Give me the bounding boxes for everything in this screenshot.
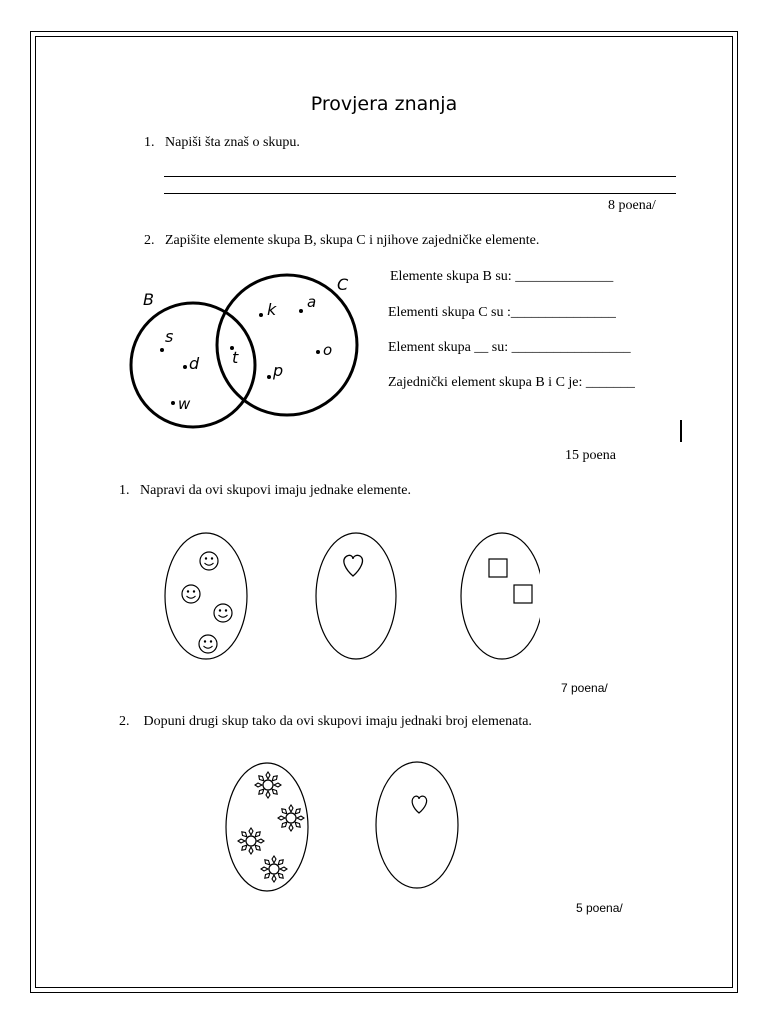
sun-icon: [278, 805, 304, 831]
question-text: Napravi da ovi skupovi imaju jednake elemente.: [140, 483, 411, 498]
smiley-icon: [214, 604, 232, 622]
set-ellipse-squares: [461, 533, 540, 659]
square-icon: [514, 585, 532, 603]
question-number: 2.: [119, 714, 130, 729]
fill-in-line-common[interactable]: Zajednički element skupa B i C je: _______: [388, 375, 635, 390]
smiley-icon: [200, 552, 218, 570]
sets-row-equal-elements: [160, 530, 540, 665]
venn-element: t: [232, 348, 239, 367]
fill-in-line-c[interactable]: Elementi skupa C su :_______________: [388, 305, 616, 320]
question-2: [144, 233, 539, 249]
sun-icon: [261, 856, 287, 882]
set-ellipse-heart: [376, 762, 458, 888]
set-c-label: C: [337, 275, 349, 294]
set-b-label: B: [143, 290, 154, 309]
question-4: [119, 714, 532, 730]
set-ellipse-heart: [316, 533, 396, 659]
set-ellipse-suns: [226, 763, 308, 891]
question-number: 1.: [144, 135, 155, 150]
question-text: Zapišite elemente skupa B, skupa C i njihove zajedničke elemente.: [165, 233, 540, 248]
fill-in-line-b[interactable]: Elemente skupa B su: ______________: [390, 269, 614, 284]
sun-icon: [238, 828, 264, 854]
smiley-icon: [199, 635, 217, 653]
answer-line[interactable]: [164, 176, 676, 177]
sun-icon: [255, 772, 281, 798]
page-title: Provjera znanja: [310, 93, 458, 115]
sets-row-equal-count: [220, 758, 465, 895]
points-label: 15 poena: [565, 448, 616, 463]
smiley-icon: [182, 585, 200, 603]
heart-icon: [344, 555, 363, 576]
venn-element: d: [189, 354, 200, 373]
venn-element: o: [323, 341, 333, 359]
points-label: 5 poena/: [576, 901, 623, 915]
question-text: Napiši šta znaš o skupu.: [165, 135, 300, 150]
venn-element: w: [178, 395, 191, 413]
answer-line[interactable]: [164, 193, 676, 194]
venn-element: s: [165, 327, 174, 346]
set-c-circle: [217, 275, 357, 415]
points-label: 7 poena/: [561, 681, 608, 695]
question-1: [144, 135, 300, 151]
question-number: 1.: [119, 483, 130, 498]
text-cursor-mark: [680, 420, 682, 442]
venn-diagram: [125, 265, 365, 440]
question-number: 2.: [144, 233, 155, 248]
venn-element: a: [307, 293, 317, 311]
heart-icon: [412, 796, 426, 813]
question-3: [119, 483, 411, 499]
points-label: 8 poena/: [608, 198, 656, 213]
fill-in-line-set[interactable]: Element skupa __ su: _________________: [388, 340, 631, 355]
venn-element: k: [267, 300, 277, 319]
square-icon: [489, 559, 507, 577]
venn-element: p: [273, 361, 284, 380]
question-text: Dopuni drugi skup tako da ovi skupovi imaju jednaki broj elemenata.: [143, 714, 532, 729]
